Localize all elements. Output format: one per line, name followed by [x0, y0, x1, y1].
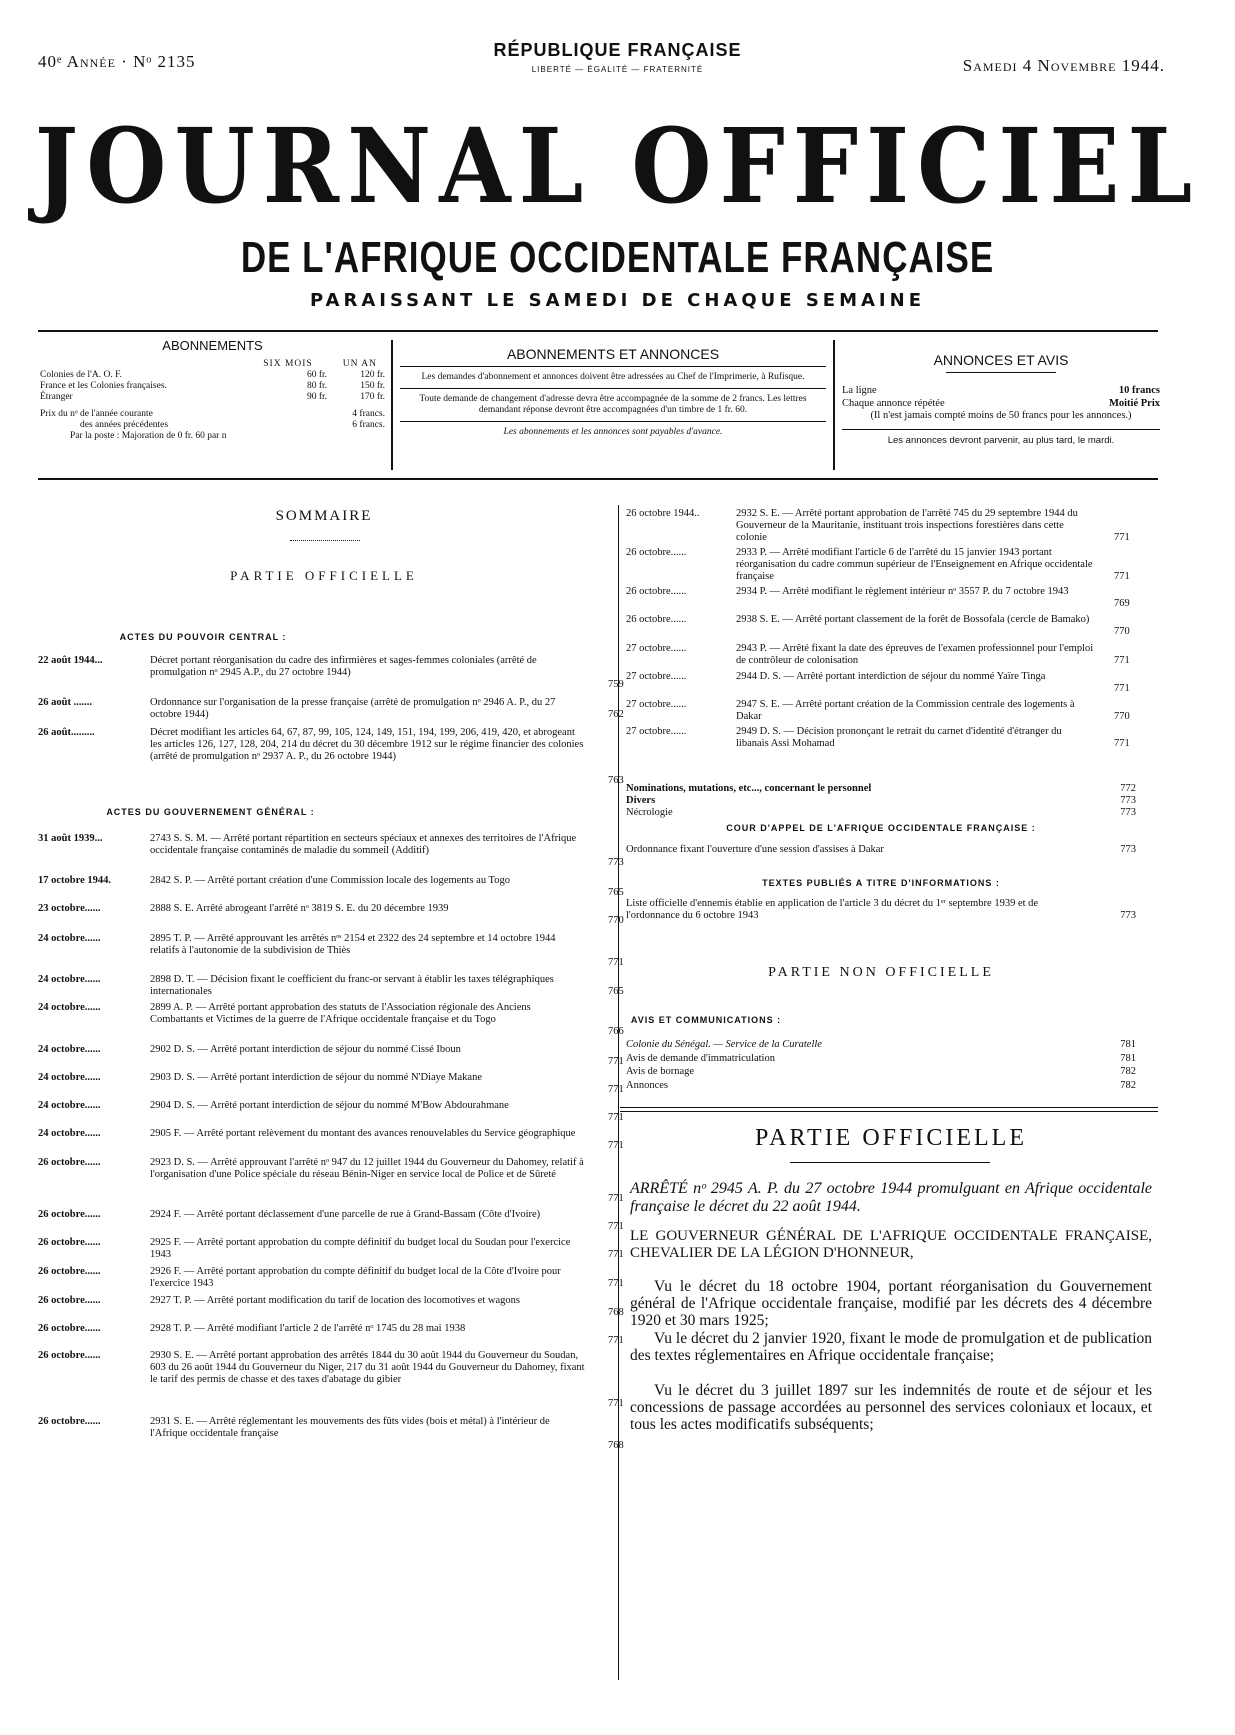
- entry-date: 26 octobre......: [38, 1416, 101, 1427]
- entry-text: 2930 S. E. — Arrêté portant approbation des arrêtés 1844 du 30 août 1944 du Gouverneur du Soudan, 603 du 26 août 1944 du Gouverneur du Niger, 217 du 31 août 1944 du Gouverneur du Dahomey, fixant le tarif des permis de chasse et des taxes d'abatage du gibier: [150, 1350, 585, 1385]
- entry-date: 26 octobre......: [38, 1295, 101, 1306]
- entry-page: 771: [1114, 571, 1130, 582]
- ligne-label: La ligne: [842, 385, 877, 396]
- textes-head: TEXTES PUBLIÉS A TITRE D'INFORMATIONS :: [762, 878, 1000, 888]
- entry-page: 768: [608, 1440, 624, 1451]
- abonnement-row: [40, 381, 385, 392]
- entry-page: 771: [1114, 683, 1130, 694]
- entry-date: 24 octobre......: [38, 1100, 101, 1111]
- abonnement-label: France et les Colonies françaises.: [40, 381, 167, 391]
- entry-date: 26 octobre......: [38, 1266, 101, 1277]
- entry-text: Décret portant réorganisation du cadre des infirmières et sages-femmes coloniales (arrêté de promulgation nᵒ 2945 A.P., du 27 octobre 1944): [150, 655, 537, 678]
- sommaire-entry: [38, 933, 624, 969]
- col-un-an: UN AN: [342, 359, 377, 369]
- avis-page: 781: [1120, 1039, 1136, 1050]
- box-divider-2: [833, 340, 835, 470]
- entry-page: 766: [608, 1026, 624, 1037]
- sommaire-entry: [38, 1266, 624, 1290]
- avis-list: [626, 1038, 1136, 1092]
- prix2-value: 6 francs.: [352, 420, 385, 430]
- avis-label: Avis de bornage: [626, 1066, 695, 1078]
- vu-3: Vu le décret du 3 juillet 1897 sur les indemnités de route et de séjour et les concessions de passage accordées au personnel des services coloniaux et locaux, et tous les actes modificatifs subséquents;: [630, 1382, 1152, 1433]
- avis-head: AVIS ET COMMUNICATIONS :: [630, 1015, 782, 1025]
- misc-divers-page: 773: [1120, 794, 1136, 806]
- entry-text: 2947 S. E. — Arrêté portant création de la Commission centrale des logements à Dakar: [736, 699, 1075, 722]
- entry-text: 2924 F. — Arrêté portant déclassement d'une parcelle de rue à Grand-Bassam (Côte d'Ivoire): [150, 1209, 541, 1220]
- entry-date: 27 octobre......: [626, 726, 687, 737]
- entry-date: 26 août .......: [38, 697, 92, 708]
- entry-date: 24 octobre......: [38, 1002, 101, 1013]
- avis-item: [626, 1038, 1136, 1052]
- entry-page: 770: [608, 915, 624, 926]
- entry-text: 2925 F. — Arrêté portant approbation du compte définitif du budget local du Soudan pour l'exercice 1943: [150, 1237, 571, 1260]
- entry-text: 2923 D. S. — Arrêté approuvant l'arrêté nᵒ 947 du 12 juillet 1944 du Gouverneur du Dahomey, relatif à l'organisation d'une Police spéciale du réseau Bénin-Niger en service local de Police et de Sûreté: [150, 1157, 584, 1180]
- entry-page: 771: [608, 1084, 624, 1095]
- entry-page: 771: [608, 1112, 624, 1123]
- sommaire-entry: [626, 643, 1136, 667]
- sommaire-entry: [38, 1237, 624, 1261]
- entry-date: 26 octobre......: [38, 1323, 101, 1334]
- entry-page: 765: [608, 986, 624, 997]
- cour-head: COUR D'APPEL DE L'AFRIQUE OCCIDENTALE FRANÇAISE :: [726, 823, 1036, 833]
- entry-date: 27 octobre......: [626, 643, 687, 654]
- abonnement-six: 90 fr.: [306, 392, 327, 402]
- misc-nominations-page: 772: [1120, 783, 1136, 794]
- abonnements-rows: [40, 370, 385, 403]
- entry-date: 26 octobre......: [38, 1209, 101, 1220]
- entry-date: 24 octobre......: [38, 1128, 101, 1139]
- textes-text: Liste officielle d'ennemis établie en application de l'article 3 du décret du 1ᵉʳ septembre 1939 et de l'ordonnance du 6 octobre 1943: [626, 898, 1039, 921]
- abonnement-six: 80 fr.: [306, 381, 327, 391]
- entry-text: Ordonnance sur l'organisation de la presse française (arrêté de promulgation nᵒ 2946 A. P., du 27 octobre 1944): [150, 697, 556, 720]
- misc-necrologie: Nécrologie: [626, 806, 673, 818]
- avis-item: [626, 1052, 1136, 1066]
- column-divider: [618, 505, 619, 1680]
- entry-date: 22 août 1944...: [38, 655, 103, 666]
- entry-date: 27 octobre......: [626, 699, 687, 710]
- entry-page: 771: [608, 1335, 624, 1346]
- bottom-rule: [38, 478, 1158, 480]
- entry-text: 2938 S. E. — Arrêté portant classement de la forêt de Bossofala (cercle de Bamako): [736, 614, 1090, 625]
- partie-officielle-small: PARTIE OFFICIELLE: [230, 568, 418, 583]
- abonnement-an: 150 fr.: [360, 381, 385, 391]
- entry-page: 771: [608, 1398, 624, 1409]
- partie-non-officielle: PARTIE NON OFFICIELLE: [768, 965, 994, 980]
- abonnements-annonces-p1: Les demandes d'abonnement et annonces doivent être adressées au Chef de l'Imprimerie, à Rufisque.: [421, 372, 805, 382]
- prix1-value: 4 francs.: [352, 409, 385, 419]
- vu-2: Vu le décret du 2 janvier 1920, fixant le mode de promulgation et de publication des textes réglementaires en Afrique occidentale française;: [630, 1330, 1152, 1364]
- abonnement-row: [40, 370, 385, 381]
- sommaire-entry: [38, 1416, 624, 1452]
- entry-date: 24 octobre......: [38, 1044, 101, 1055]
- entry-page: 763: [608, 775, 624, 786]
- misc-list: [626, 783, 1136, 818]
- sommaire-entry: [626, 726, 1136, 750]
- entry-date: 24 octobre......: [38, 974, 101, 985]
- sommaire-entry: [38, 727, 624, 787]
- entry-page: 771: [608, 1140, 624, 1151]
- issue-date: Samedi 4 Novembre 1944.: [962, 56, 1165, 75]
- entry-date: 26 octobre......: [626, 614, 687, 625]
- textes-page: 773: [1120, 910, 1136, 921]
- entry-date: 24 octobre......: [38, 933, 101, 944]
- entry-date: 31 août 1939...: [38, 833, 103, 844]
- abonnement-label: Étranger: [40, 392, 73, 402]
- journal-title: JOURNAL OFFICIEL: [34, 105, 1201, 227]
- entry-page: 759: [608, 679, 624, 690]
- abonnements-annonces-p2: Toute demande de changement d'adresse devra être accompagnée de la somme de 2 francs. Les lettres demandant réponse devront être accompagnées d'un timbre de 1 fr. 60.: [419, 394, 807, 415]
- box-divider-1: [391, 340, 393, 470]
- entry-date: 26 octobre 1944..: [626, 508, 700, 519]
- gouvernement-general-head: ACTES DU GOUVERNEMENT GÉNÉRAL :: [106, 807, 315, 817]
- entry-date: 26 octobre......: [626, 586, 687, 597]
- entry-text: 2743 S. S. M. — Arrêté portant répartition en secteurs spéciaux et annexes des territoires de l'Afrique occidentale française contaminés de maladie du sommeil (Additif): [150, 833, 577, 856]
- entry-text: 2842 S. P. — Arrêté portant création d'une Commission locale des logements au Togo: [150, 875, 510, 886]
- abonnement-an: 170 fr.: [360, 392, 385, 402]
- entry-page: 770: [1114, 711, 1130, 722]
- partie-officielle-heading: PARTIE OFFICIELLE: [754, 1125, 1027, 1151]
- misc-necrologie-page: 773: [1120, 806, 1136, 818]
- cour-text: Ordonnance fixant l'ouverture d'une session d'assises à Dakar: [626, 844, 884, 855]
- entry-page: 771: [608, 1056, 624, 1067]
- col-six-mois: SIX MOIS: [263, 359, 313, 369]
- abonnement-row: [40, 392, 385, 403]
- parution-line: PARAISSANT LE SAMEDI DE CHAQUE SEMAINE: [309, 290, 925, 311]
- sommaire-entry: [626, 699, 1136, 723]
- entry-page: 771: [1114, 655, 1130, 666]
- avis-item: [626, 1065, 1136, 1079]
- sommaire-title: SOMMAIRE: [275, 508, 373, 524]
- entry-date: 26 octobre......: [38, 1157, 101, 1168]
- entry-page: 771: [1114, 532, 1130, 543]
- abonnement-six: 60 fr.: [306, 370, 327, 380]
- entry-date: 27 octobre......: [626, 671, 687, 682]
- sommaire-entry: [38, 875, 624, 899]
- abonnements-annonces-box: [400, 346, 826, 438]
- entry-page: 765: [608, 887, 624, 898]
- sommaire-entry: [626, 586, 1136, 610]
- entry-page: 762: [608, 709, 624, 720]
- entry-text: 2934 P. — Arrêté modifiant le règlement intérieur nᵒ 3557 P. du 7 octobre 1943: [736, 586, 1069, 597]
- sommaire-entry: [38, 1350, 624, 1410]
- sommaire-entry: [38, 1044, 624, 1068]
- annonces-avis-title: ANNONCES ET AVIS: [933, 352, 1069, 368]
- entry-page: 771: [1114, 738, 1130, 749]
- entry-page: 771: [608, 957, 624, 968]
- entry-date: 24 octobre......: [38, 1072, 101, 1083]
- entry-date: 17 octobre 1944.: [38, 875, 112, 886]
- sommaire-entry: [38, 1100, 624, 1124]
- prix1-label: Prix du nᵒ de l'année courante: [40, 409, 153, 419]
- abonnements-title: ABONNEMENTS: [162, 338, 263, 353]
- cour-page: 773: [1120, 844, 1136, 855]
- avis-label: Colonie du Sénégal. — Service de la Curatelle: [626, 1039, 822, 1050]
- entry-page: 771: [608, 1221, 624, 1232]
- entry-page: 769: [1114, 598, 1130, 609]
- sommaire-entry: [626, 547, 1136, 583]
- entry-text: 2903 D. S. — Arrêté portant interdiction de séjour du nommé N'Diaye Makane: [150, 1072, 482, 1083]
- entry-text: 2904 D. S. — Arrêté portant interdiction de séjour du nommé M'Bow Abdourahmane: [150, 1100, 509, 1111]
- ligne-value: 10 francs: [1118, 385, 1160, 396]
- entry-text: 2898 D. T. — Décision fixant le coefficient du franc-or servant à établir les taxes télégraphiques internationales: [150, 974, 554, 997]
- repetee-label: Chaque annonce répétée: [842, 397, 945, 409]
- abonnement-an: 120 fr.: [360, 370, 385, 380]
- sommaire-entry: [38, 1209, 624, 1233]
- sommaire-entry: [626, 508, 1136, 544]
- annonces-footer: Les annonces devront parvenir, au plus tard, le mardi.: [887, 434, 1115, 446]
- prix2-label: des années précédentes: [80, 420, 169, 430]
- avis-label: Avis de demande d'immatriculation: [626, 1052, 775, 1064]
- sommaire-entry: [38, 1295, 624, 1319]
- annonces-note: (Il n'est jamais compté moins de 50 francs pour les annonces.): [870, 410, 1132, 421]
- entry-page: 771: [608, 1193, 624, 1204]
- entry-text: 2927 T. P. — Arrêté portant modification du tarif de location des locomotives et wagons: [150, 1295, 520, 1306]
- entry-date: 26 octobre......: [38, 1237, 101, 1248]
- entry-page: 770: [1114, 626, 1130, 637]
- entry-text: 2931 S. E. — Arrêté réglementant les mouvements des fûts vides (bois et métal) à l'intérieur de l'Afrique occidentale française: [150, 1416, 550, 1439]
- gouverneur-line: LE GOUVERNEUR GÉNÉRAL DE L'AFRIQUE OCCIDENTALE FRANÇAISE, CHEVALIER DE LA LÉGION D'HONNEUR,: [630, 1228, 1152, 1261]
- pouvoir-central-head: ACTES DU POUVOIR CENTRAL :: [119, 632, 287, 642]
- devise-label: LIBERTÉ — ÉGALITÉ — FRATERNITÉ: [531, 65, 704, 74]
- misc-nominations: Nominations, mutations, etc..., concernant le personnel: [626, 783, 872, 794]
- issue-number: 40ᵉ Année · Nᵒ 2135: [38, 52, 196, 71]
- republique-label: RÉPUBLIQUE FRANÇAISE: [493, 40, 742, 60]
- article-rule-top: [620, 1107, 1158, 1108]
- entry-page: 771: [608, 1278, 624, 1289]
- cour-entry: [626, 844, 1136, 855]
- entry-text: Décret modifiant les articles 64, 67, 87, 99, 105, 124, 149, 151, 194, 199, 206, 419, 420, et abrogeant les articles 126, 127, 128, 204, 214 du décret du 30 décembre 1912 sur le régime financier des colonies (arrêté de promulgation nᵒ 2937 A. P., du 26 octobre 1944): [150, 727, 584, 762]
- article-rule-top-2: [620, 1111, 1158, 1112]
- journal-subtitle: DE L'AFRIQUE OCCIDENTALE FRANÇAISE: [240, 233, 995, 282]
- arrete-title: ARRÊTÉ nᵒ 2945 A. P. du 27 octobre 1944 promulguant en Afrique occidentale française le décret du 22 août 1944.: [630, 1180, 1152, 1215]
- sommaire-entry: [38, 1072, 624, 1096]
- entry-page: 771: [608, 1249, 624, 1260]
- sommaire-entry: [38, 1128, 624, 1152]
- entry-date: 26 octobre......: [626, 547, 687, 558]
- vu-1: Vu le décret du 18 octobre 1904, portant réorganisation du Gouvernement général de l'Afrique occidentale française, modifié par les décrets des 4 décembre 1920 et 30 mars 1925;: [630, 1278, 1152, 1329]
- sommaire-entry: [38, 833, 624, 869]
- abonnements-annonces-title: ABONNEMENTS ET ANNONCES: [506, 346, 720, 362]
- top-rule: [38, 330, 1158, 332]
- entry-page: 773: [608, 857, 624, 868]
- repetee-value: Moitié Prix: [1108, 397, 1160, 409]
- avis-page: 781: [1120, 1052, 1136, 1064]
- sommaire-entry: [38, 1323, 624, 1347]
- sommaire-entry: [38, 697, 624, 721]
- entry-text: 2944 D. S. — Arrêté portant interdiction de séjour du nommé Yaïre Tinga: [736, 671, 1046, 682]
- entry-date: 23 octobre......: [38, 903, 101, 914]
- sommaire-entry: [38, 974, 624, 998]
- sommaire-entry: [38, 655, 624, 691]
- avis-label: Annonces: [626, 1079, 668, 1091]
- entry-date: 26 octobre......: [38, 1350, 101, 1361]
- abonnements-annonces-p3: Les abonnements et les annonces sont payables d'avance.: [503, 427, 723, 437]
- prix3-label: Par la poste : Majoration de 0 fr. 60 par n: [70, 431, 227, 441]
- entry-date: 26 août.........: [38, 727, 95, 738]
- entry-text: 2888 S. E. Arrêté abrogeant l'arrêté nᵒ 3819 S. E. du 20 décembre 1939: [150, 903, 449, 914]
- annonces-avis-box: [842, 352, 1160, 446]
- partie-underline: [790, 1162, 990, 1163]
- sommaire-entry: [38, 1157, 624, 1205]
- entry-text: 2933 P. — Arrêté modifiant l'article 6 de l'arrêté du 15 janvier 1943 portant réorganisation du cadre commun supérieur de l'Enseignement en Afrique occidentale française: [736, 547, 1093, 582]
- sommaire-entry: [626, 671, 1136, 695]
- entry-text: 2928 T. P. — Arrêté modifiant l'article 2 de l'arrêté nᵒ 1745 du 28 mai 1938: [150, 1323, 466, 1334]
- entry-page: 768: [608, 1307, 624, 1318]
- textes-entry: [626, 898, 1136, 922]
- entry-text: 2905 F. — Arrêté portant relèvement du montant des avances renouvelables du Service géographique: [150, 1128, 576, 1139]
- abonnement-label: Colonies de l'A. O. F.: [40, 370, 122, 380]
- entry-text: 2932 S. E. — Arrêté portant approbation de l'arrêté 745 du 29 septembre 1944 du Gouverneur de la Mauritanie, instituant trois inspections forestières dans cette colonie: [736, 508, 1078, 543]
- entry-text: 2949 D. S. — Décision prononçant le retrait du carnet d'identité d'étranger du libanais Assi Mohamad: [736, 726, 1062, 749]
- entry-text: 2895 T. P. — Arrêté approuvant les arrêtés nᵒˢ 2154 et 2322 des 24 septembre et 14 octobre 1944 relatifs à l'autonomie de la subdivision de Thiès: [150, 933, 556, 956]
- entry-text: 2902 D. S. — Arrêté portant interdiction de séjour du nommé Cissé Iboun: [150, 1044, 461, 1055]
- misc-divers: Divers: [626, 794, 656, 806]
- sommaire-entry: [38, 903, 624, 927]
- avis-item: [626, 1079, 1136, 1093]
- sommaire-entry: [38, 1002, 624, 1038]
- entry-text: 2899 A. P. — Arrêté portant approbation des statuts de l'Association régionale des Anciens Combattants et Victimes de la guerre de l'Afrique occidentale française et du Togo: [150, 1002, 531, 1025]
- entry-text: 2943 P. — Arrêté fixant la date des épreuves de l'examen professionnel pour l'emploi de contrôleur de colonisation: [736, 643, 1094, 666]
- abonnements-box: [40, 338, 385, 442]
- sommaire-entry: [626, 614, 1136, 638]
- entry-text: 2926 F. — Arrêté portant approbation du compte définitif du budget local de la Côte d'Ivoire pour l'exercice 1943: [150, 1266, 561, 1289]
- avis-page: 782: [1120, 1079, 1136, 1091]
- avis-page: 782: [1120, 1066, 1136, 1078]
